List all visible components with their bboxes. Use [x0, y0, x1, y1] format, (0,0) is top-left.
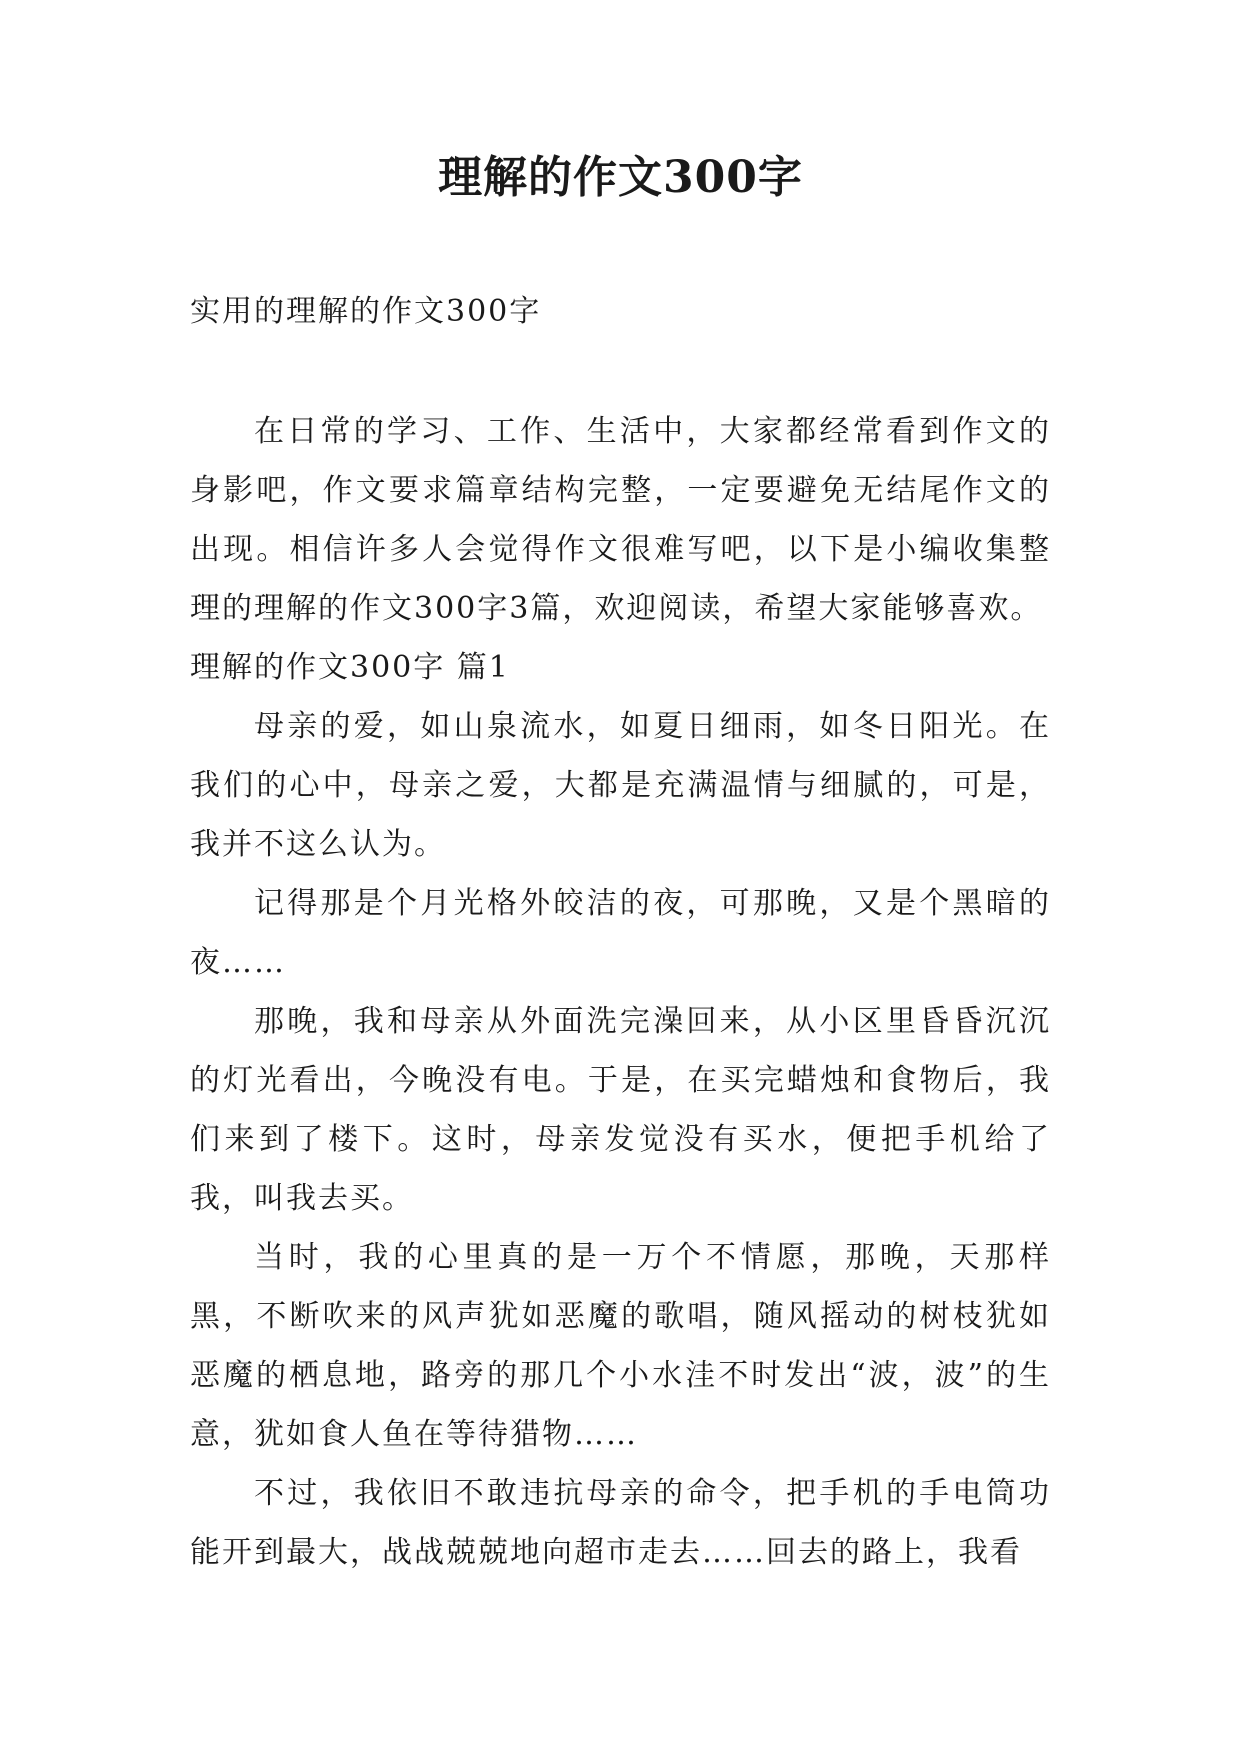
body-paragraph: 母亲的爱，如山泉流水，如夏日细雨，如冬日阳光。在我们的心中，母亲之爱，大都是充满温情与细腻的，可是，我并不这么认为。 — [190, 709, 1051, 862]
body-paragraph: 那晚，我和母亲从外面洗完澡回来，从小区里昏昏沉沉的灯光看出，今晚没有电。于是，在买完蜡烛和食物后，我们来到了楼下。这时，母亲发觉没有买水，便把手机给了我，叫我去买。 — [190, 1004, 1051, 1216]
body-paragraph: 当时，我的心里真的是一万个不情愿，那晚，天那样黑，不断吹来的风声犹如恶魔的歌唱，随风摇动的树枝犹如恶魔的栖息地，路旁的那几个小水洼不时发出“波，波”的生意，犹如食人鱼在等待猎物…… — [190, 1240, 1051, 1452]
body-paragraph: 记得那是个月光格外皎洁的夜，可那晚，又是个黑暗的夜…… — [190, 886, 1051, 980]
intro-paragraph: 在日常的学习、工作、生活中，大家都经常看到作文的身影吧，作文要求篇章结构完整，一定要避免无结尾作文的出现。相信许多人会觉得作文很难写吧，以下是小编收集整理的理解的作文300字3篇，欢迎阅读，希望大家能够喜欢。 — [190, 414, 1051, 626]
document-subtitle: 实用的理解的作文300字 — [190, 294, 542, 329]
document-title: 理解的作文300字 — [438, 152, 803, 203]
body-paragraph: 不过，我依旧不敢违抗母亲的命令，把手机的手电筒功能开到最大，战战兢兢地向超市走去……回去的路上，我看 — [190, 1476, 1051, 1570]
document-body — [190, 402, 1051, 1582]
section-heading: 理解的作文300字 篇1 — [190, 650, 510, 685]
